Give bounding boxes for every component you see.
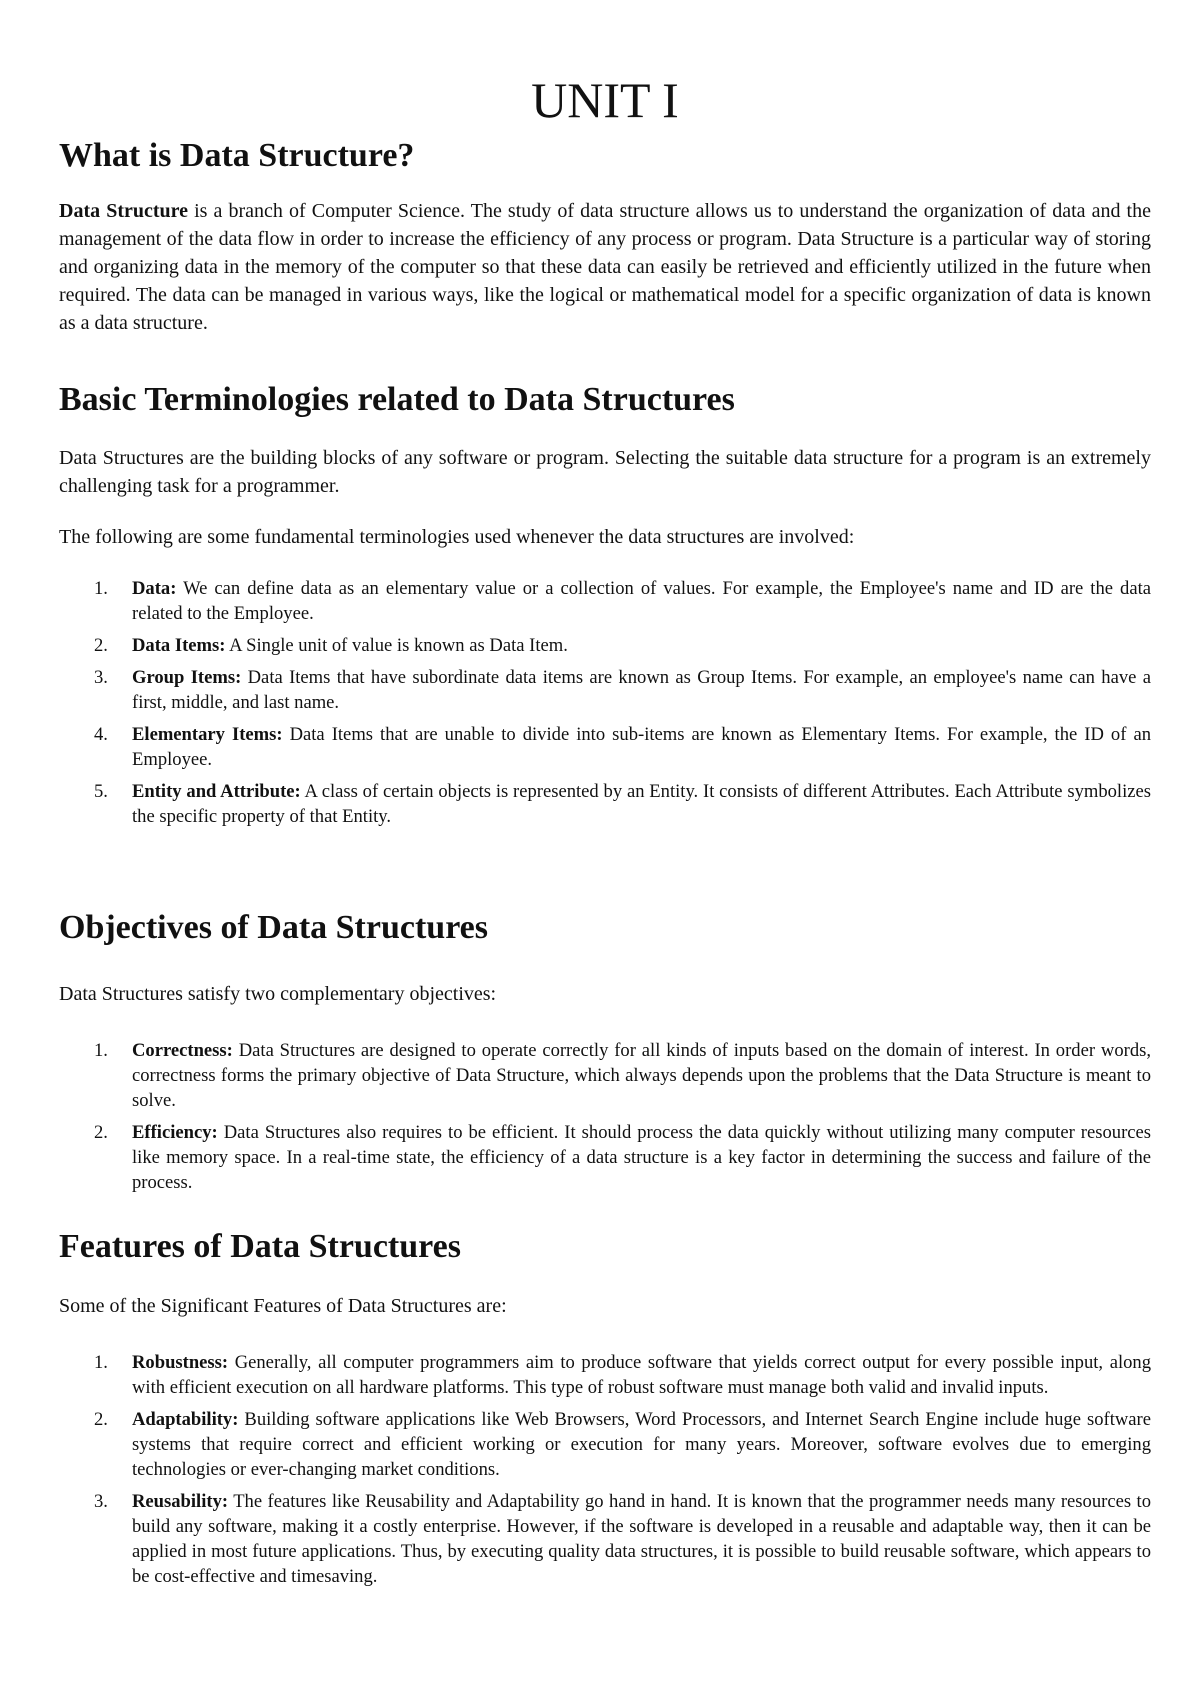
objectives-list	[59, 1038, 1151, 1202]
list-text: The features like Reusability and Adaptability go hand in hand. It is known that the programmer needs many resources to build any software, making it a costly enterprise. However, if the software is developed in a reusable and adaptable way, then it can be applied in most future applications. Thus, by executing quality data structures, it is possible to build reusable software, which appears to be cost-effective and timesaving.	[132, 1491, 1151, 1587]
list-term: Correctness:	[132, 1040, 233, 1061]
heading-objectives: Objectives of Data Structures	[59, 909, 489, 946]
paragraph-terminologies-list-intro: The following are some fundamental terminologies used whenever the data structures are involved:	[59, 526, 855, 548]
list-item	[59, 665, 1151, 715]
list-text: Data Structures also requires to be efficient. It should process the data quickly without utilizing many computer resources like memory space. In a real-time state, the efficiency of a data structure is a key factor in determining the success and failure of the process.	[132, 1122, 1151, 1193]
list-term: Adaptability:	[132, 1409, 239, 1430]
unit-title: UNIT I	[531, 72, 679, 128]
list-term: Elementary Items:	[132, 724, 283, 745]
list-term: Reusability:	[132, 1491, 229, 1512]
list-text: Building software applications like Web Browsers, Word Processors, and Internet Search Engine include huge software systems that require correct and efficient working or execution for many years. Moreover, software evolves due to emerging technologies or ever-changing market conditions.	[132, 1409, 1151, 1480]
paragraph-features-intro: Some of the Significant Features of Data Structures are:	[59, 1295, 507, 1317]
list-number: 3.	[94, 667, 108, 688]
paragraph-terminologies-intro: Data Structures are the building blocks of any software or program. Selecting the suitable data structure for a program is an extremely challenging task for a programmer.	[59, 447, 1151, 497]
lead-rest-text: is a branch of Computer Science. The study of data structure allows us to understand the organization of data and the management of the data flow in order to increase the efficiency of any process or program. Data Structure is a particular way of storing and organizing data in the memory of the computer so that these data can easily be retrieved and efficiently utilized in the future when required. The data can be managed in various ways, like the logical or mathematical model for a specific organization of data is known as a data structure.	[59, 200, 1151, 334]
list-item	[59, 1038, 1151, 1113]
terminologies-list	[59, 576, 1151, 836]
list-number: 4.	[94, 724, 108, 745]
list-text: We can define data as an elementary value or a collection of values. For example, the Employee's name and ID are the data related to the Employee.	[132, 578, 1151, 624]
list-text: Data Items that have subordinate data items are known as Group Items. For example, an employee's name can have a first, middle, and last name.	[132, 667, 1151, 713]
list-term: Entity and Attribute:	[132, 781, 301, 802]
list-item	[59, 779, 1151, 829]
heading-features: Features of Data Structures	[59, 1228, 461, 1265]
list-number: 3.	[94, 1491, 108, 1512]
list-item	[59, 1407, 1151, 1482]
list-number: 1.	[94, 1040, 108, 1061]
list-term: Group Items:	[132, 667, 242, 688]
list-number: 2.	[94, 1122, 108, 1143]
list-text: A Single unit of value is known as Data Item.	[225, 635, 568, 656]
list-item	[59, 576, 1151, 626]
list-text: Data Items that are unable to divide into sub-items are known as Elementary Items. For example, the ID of an Employee.	[132, 724, 1151, 770]
heading-what-is-data-structure: What is Data Structure?	[59, 137, 415, 174]
paragraph-data-structure-definition	[59, 197, 1151, 337]
list-term: Robustness:	[132, 1352, 229, 1373]
list-text: Generally, all computer programmers aim to produce software that yields correct output for every possible input, along with efficient execution on all hardware platforms. This type of robust software must manage both valid and invalid inputs.	[132, 1352, 1151, 1398]
list-item	[59, 1350, 1151, 1400]
list-term: Data Items:	[132, 635, 226, 656]
list-item	[59, 1489, 1151, 1589]
list-text: Data Structures are designed to operate correctly for all kinds of inputs based on the domain of interest. In order words, correctness forms the primary objective of Data Structure, which always depends upon the problems that the Data Structure is meant to solve.	[132, 1040, 1151, 1111]
list-text: A class of certain objects is represented by an Entity. It consists of different Attributes. Each Attribute symbolizes the specific property of that Entity.	[132, 781, 1151, 827]
list-item	[59, 633, 1151, 658]
list-number: 1.	[94, 1352, 108, 1373]
heading-basic-terminologies: Basic Terminologies related to Data Structures	[59, 381, 735, 418]
list-number: 2.	[94, 1409, 108, 1430]
paragraph-objectives-intro: Data Structures satisfy two complementary objectives:	[59, 983, 497, 1005]
list-item	[59, 722, 1151, 772]
list-number: 5.	[94, 781, 108, 802]
features-list	[59, 1350, 1151, 1596]
list-term: Efficiency:	[132, 1122, 218, 1143]
list-number: 1.	[94, 578, 108, 599]
lead-bold-term: Data Structure	[59, 200, 189, 222]
list-number: 2.	[94, 635, 108, 656]
list-item	[59, 1120, 1151, 1195]
list-term: Data:	[132, 578, 177, 599]
